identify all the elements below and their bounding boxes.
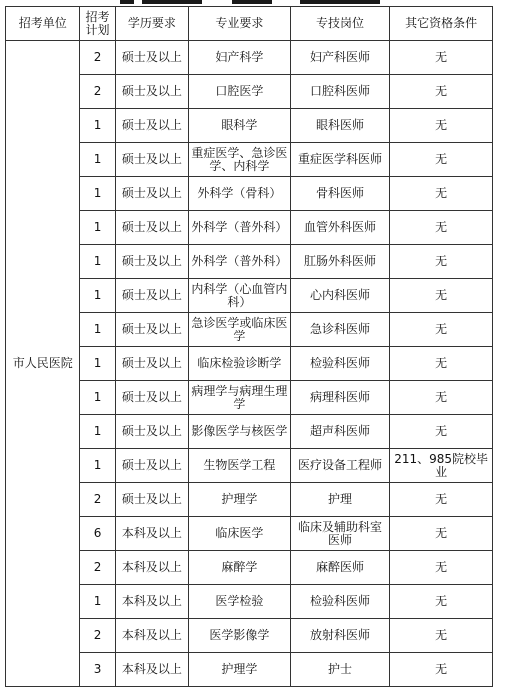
post-cell: 医疗设备工程师 [290,449,390,483]
major-cell: 病理学与病理生理学 [189,381,291,415]
other-cell: 无 [390,245,493,279]
education-cell: 硕士及以上 [115,347,188,381]
header-education: 学历要求 [115,7,188,41]
plan-cell: 1 [80,381,115,415]
post-cell: 血管外科医师 [290,211,390,245]
education-cell: 硕士及以上 [115,211,188,245]
header-unit: 招考单位 [6,7,80,41]
plan-cell: 1 [80,449,115,483]
major-cell: 妇产科学 [189,41,291,75]
post-cell: 麻醉医师 [290,551,390,585]
education-cell: 硕士及以上 [115,41,188,75]
post-cell: 口腔科医师 [290,75,390,109]
major-cell: 临床医学 [189,517,291,551]
other-cell: 无 [390,313,493,347]
post-cell: 重症医学科医师 [290,143,390,177]
plan-cell: 2 [80,483,115,517]
education-cell: 硕士及以上 [115,143,188,177]
education-cell: 本科及以上 [115,653,188,687]
other-cell: 无 [390,619,493,653]
plan-cell: 1 [80,279,115,313]
education-cell: 硕士及以上 [115,245,188,279]
plan-cell: 2 [80,619,115,653]
major-cell: 急诊医学或临床医学 [189,313,291,347]
post-cell: 检验科医师 [290,585,390,619]
other-cell: 211、985院校毕业 [390,449,493,483]
major-cell: 内科学（心血管内科） [189,279,291,313]
post-cell: 肛肠外科医师 [290,245,390,279]
other-cell: 无 [390,517,493,551]
other-cell: 无 [390,109,493,143]
other-cell: 无 [390,483,493,517]
plan-cell: 1 [80,415,115,449]
other-cell: 无 [390,41,493,75]
plan-cell: 1 [80,313,115,347]
post-cell: 检验科医师 [290,347,390,381]
recruitment-table [5,6,493,687]
other-cell: 无 [390,279,493,313]
header-major: 专业要求 [189,7,291,41]
major-cell: 麻醉学 [189,551,291,585]
other-cell: 无 [390,177,493,211]
education-cell: 硕士及以上 [115,381,188,415]
post-cell: 眼科医师 [290,109,390,143]
education-cell: 硕士及以上 [115,449,188,483]
education-cell: 硕士及以上 [115,483,188,517]
major-cell: 外科学（普外科） [189,245,291,279]
other-cell: 无 [390,211,493,245]
post-cell: 护理 [290,483,390,517]
major-cell: 口腔医学 [189,75,291,109]
header-other: 其它资格条件 [390,7,493,41]
header-plan: 招考计划 [80,7,115,41]
education-cell: 本科及以上 [115,551,188,585]
plan-cell: 1 [80,347,115,381]
major-cell: 影像医学与核医学 [189,415,291,449]
education-cell: 硕士及以上 [115,177,188,211]
post-cell: 急诊科医师 [290,313,390,347]
education-cell: 硕士及以上 [115,279,188,313]
post-cell: 护士 [290,653,390,687]
other-cell: 无 [390,75,493,109]
plan-cell: 1 [80,109,115,143]
post-cell: 病理科医师 [290,381,390,415]
major-cell: 外科学（骨科） [189,177,291,211]
plan-cell: 1 [80,585,115,619]
post-cell: 心内科医师 [290,279,390,313]
other-cell: 无 [390,585,493,619]
education-cell: 硕士及以上 [115,415,188,449]
table-row [6,41,493,75]
plan-cell: 2 [80,551,115,585]
major-cell: 外科学（普外科） [189,211,291,245]
plan-cell: 2 [80,75,115,109]
plan-cell: 3 [80,653,115,687]
other-cell: 无 [390,653,493,687]
major-cell: 重症医学、急诊医学、内科学 [189,143,291,177]
header-post: 专技岗位 [290,7,390,41]
education-cell: 硕士及以上 [115,313,188,347]
education-cell: 硕士及以上 [115,109,188,143]
major-cell: 生物医学工程 [189,449,291,483]
plan-cell: 6 [80,517,115,551]
other-cell: 无 [390,551,493,585]
major-cell: 医学影像学 [189,619,291,653]
other-cell: 无 [390,143,493,177]
plan-cell: 2 [80,41,115,75]
education-cell: 本科及以上 [115,517,188,551]
education-cell: 本科及以上 [115,585,188,619]
post-cell: 骨科医师 [290,177,390,211]
other-cell: 无 [390,347,493,381]
unit-cell: 市人民医院 [6,41,80,687]
other-cell: 无 [390,415,493,449]
post-cell: 超声科医师 [290,415,390,449]
major-cell: 眼科学 [189,109,291,143]
table-header-row [6,7,493,41]
post-cell: 放射科医师 [290,619,390,653]
education-cell: 本科及以上 [115,619,188,653]
education-cell: 硕士及以上 [115,75,188,109]
post-cell: 妇产科医师 [290,41,390,75]
plan-cell: 1 [80,143,115,177]
post-cell: 临床及辅助科室医师 [290,517,390,551]
major-cell: 医学检验 [189,585,291,619]
plan-cell: 1 [80,211,115,245]
plan-cell: 1 [80,177,115,211]
plan-cell: 1 [80,245,115,279]
major-cell: 护理学 [189,653,291,687]
major-cell: 临床检验诊断学 [189,347,291,381]
other-cell: 无 [390,381,493,415]
major-cell: 护理学 [189,483,291,517]
